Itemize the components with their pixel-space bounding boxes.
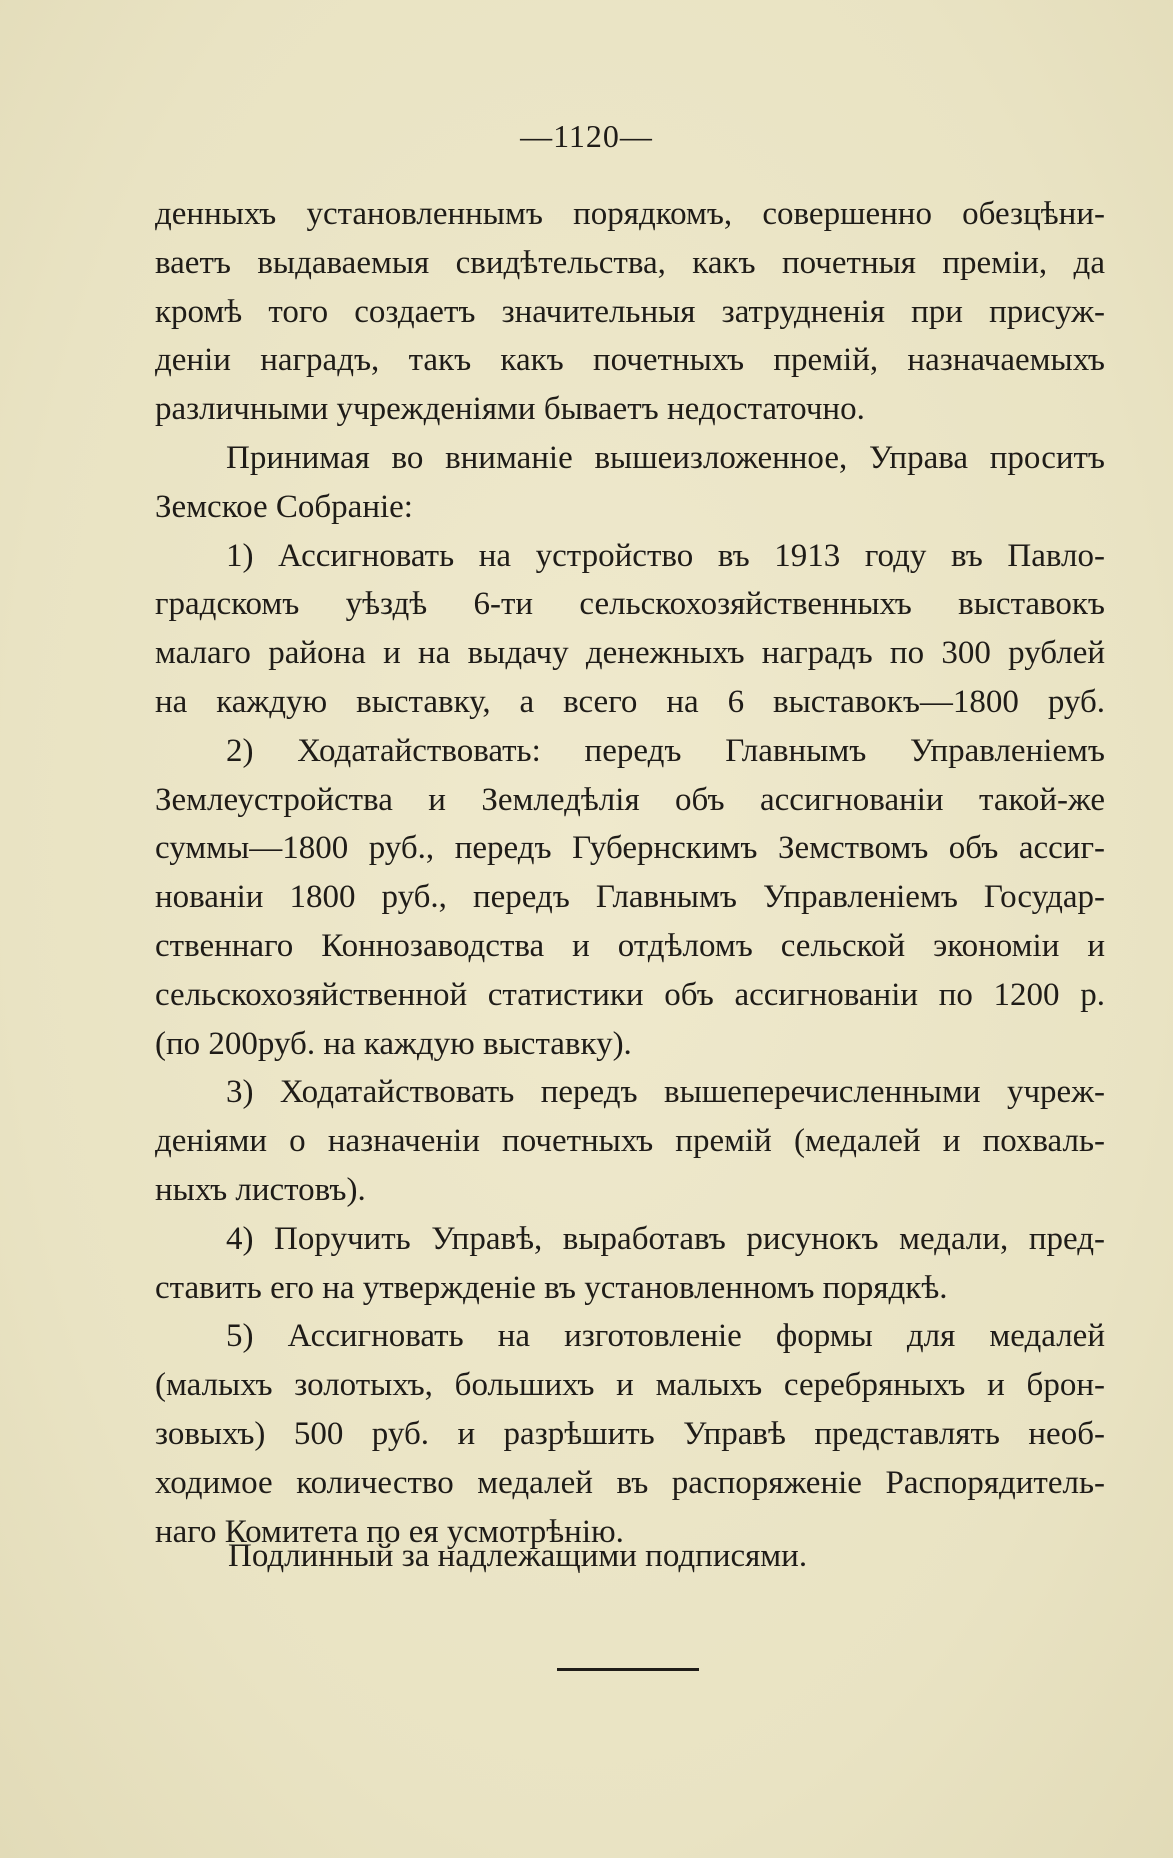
paragraph	[155, 727, 1105, 1069]
text-line: зовыхъ) 500 руб. и разрѣшить Управѣ представлять необ-	[155, 1415, 1105, 1452]
signature-note: Подлинный за надлежащими подписями.	[228, 1538, 808, 1574]
paragraph	[155, 1312, 1105, 1556]
text-line: 1) Ассигновать на устройство въ 1913 году въ Павло-	[226, 537, 1105, 574]
page-number: —1120—	[520, 118, 653, 154]
end-rule	[557, 1668, 699, 1671]
text-line: ваетъ выдаваемыя свидѣтельства, какъ почетныя преміи, да	[155, 244, 1105, 281]
text-line: (малыхъ золотыхъ, большихъ и малыхъ серебряныхъ и брон-	[155, 1367, 1105, 1404]
paragraph	[155, 434, 1105, 532]
text-line: деніи наградъ, такъ какъ почетныхъ премій, назначаемыхъ	[155, 342, 1105, 379]
text-line: Земское Собраніе:	[155, 488, 413, 525]
text-line: Землеустройства и Земледѣлія объ ассигнованіи такой-же	[155, 781, 1105, 818]
text-line: 3) Ходатайствовать передъ вышеперечисленными учреж-	[226, 1074, 1105, 1111]
text-line: кромѣ того создаетъ значительныя затрудненія при присуж-	[155, 293, 1105, 330]
text-line: нованіи 1800 руб., передъ Главнымъ Управленіемъ Государ-	[155, 879, 1105, 916]
text-line: ныхъ листовъ).	[155, 1171, 366, 1208]
paragraph	[155, 532, 1105, 727]
text-line: суммы—1800 руб., передъ Губернскимъ Земствомъ объ ассиг-	[155, 830, 1105, 867]
text-line: 2) Ходатайствовать: передъ Главнымъ Управленіемъ	[226, 732, 1105, 769]
text-line: сельскохозяйственной статистики объ ассигнованіи по 1200 р.	[155, 976, 1105, 1013]
text-line: ставить его на утвержденіе въ установленномъ порядкѣ.	[155, 1269, 948, 1306]
text-line: (по 200руб. на каждую выставку).	[155, 1025, 632, 1062]
text-line: на каждую выставку, а всего на 6 выставокъ—1800 руб.	[155, 683, 1105, 720]
text-line: 4) Поручить Управѣ, выработавъ рисунокъ медали, пред-	[226, 1220, 1105, 1257]
text-line: малаго района и на выдачу денежныхъ наградъ по 300 рублей	[155, 635, 1105, 672]
text-line: наго Комитета по ея усмотрѣнію.	[155, 1513, 624, 1550]
text-line: 5) Ассигновать на изготовленіе формы для медалей	[226, 1318, 1105, 1355]
text-line: ственнаго Коннозаводства и отдѣломъ сельской экономіи и	[155, 927, 1105, 964]
body-text	[155, 190, 1105, 1556]
paragraph	[155, 1215, 1105, 1313]
text-line: градскомъ уѣздѣ 6-ти сельскохозяйственныхъ выставокъ	[155, 586, 1105, 623]
text-line: ходимое количество медалей въ распоряженіе Распорядитель-	[155, 1464, 1105, 1501]
text-line: денныхъ установленнымъ порядкомъ, совершенно обезцѣни-	[155, 196, 1105, 232]
text-line: различными учрежденіями бываетъ недостаточно.	[155, 391, 865, 428]
text-line: деніями о назначеніи почетныхъ премій (медалей и похваль-	[155, 1123, 1105, 1160]
paragraph	[155, 1068, 1105, 1214]
paragraph	[155, 190, 1105, 434]
text-line: Принимая во вниманіе вышеизложенное, Управа проситъ	[226, 439, 1105, 476]
